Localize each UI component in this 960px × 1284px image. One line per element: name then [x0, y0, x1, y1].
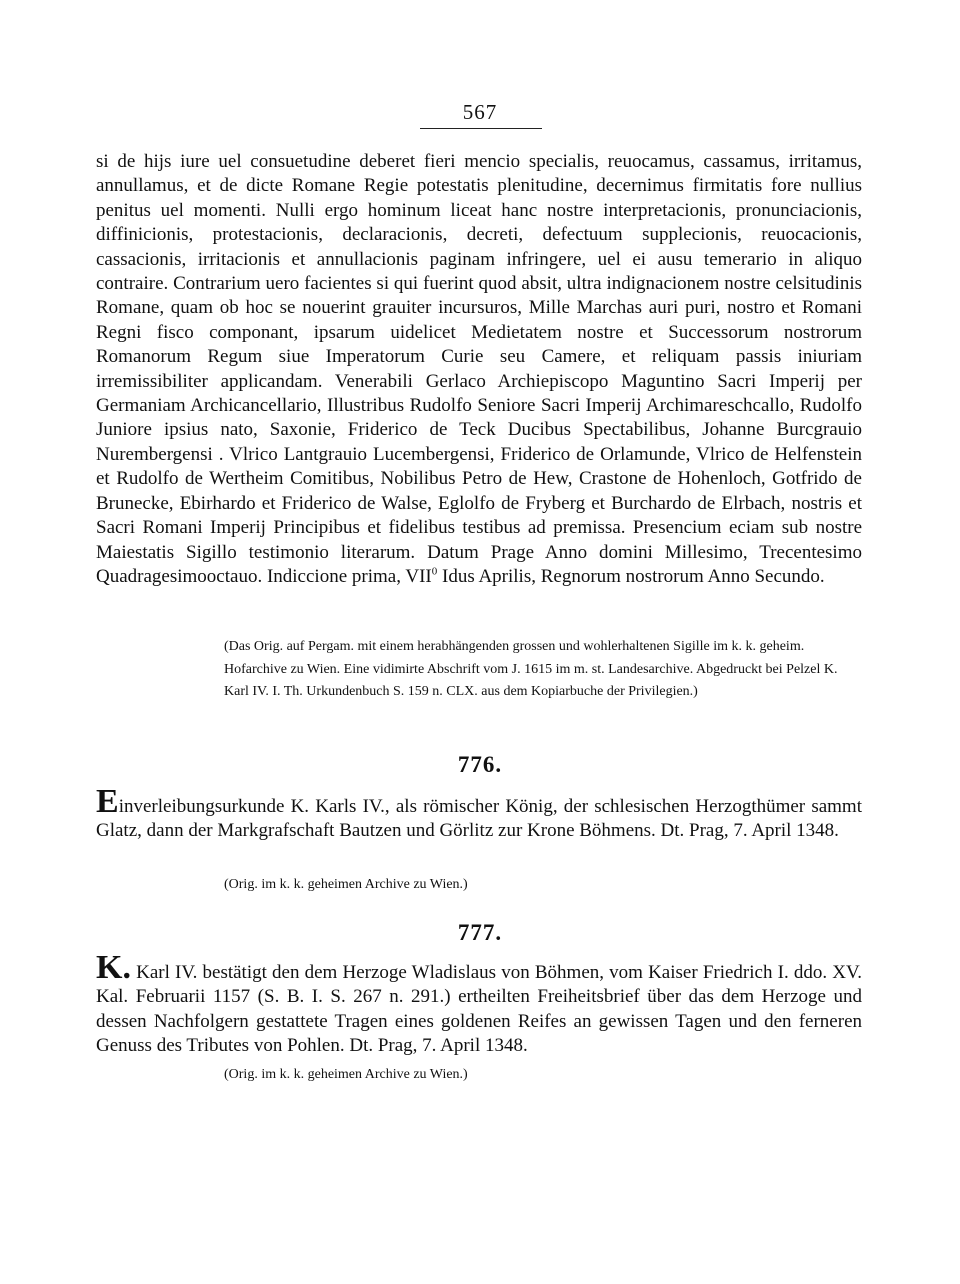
charter-text	[96, 150, 862, 589]
document-777-paragraph	[96, 949, 862, 1059]
source-note-777: (Orig. im k. k. geheimen Archive zu Wien.)	[224, 1067, 468, 1082]
charter-date-superscript: 0	[431, 565, 438, 578]
initial-letter: K.	[96, 949, 131, 986]
charter-paragraph	[96, 150, 862, 589]
document-776-paragraph	[96, 783, 862, 844]
charter-body: si de hijs iure uel consuetudine deberet fieri mencio specialis, reuocamus, cassamus, irritamus, annullamus, et de dicte Romane Regie potestatis plenitudine, decernimus firmitatis fore nullius penitus uel momenti. Nulli ergo hominum liceat hanc nostre interpretacionis, pronunciacionis, diffinicionis, protestacionis, declaracionis, decreti, defectuum supplecionis, reuocacionis, cassacionis, irritacionis et annullacionis paginam infringere, uel ei ausu temerario in aliquo contraire. Contrarium uero facientes si qui fuerint quod absit, ultra indignacionem nostre celsitudinis Romane, quam ob hoc se nouerint grauiter incursuros, Mille Marchas auri puri, nostro et Romani Regni fisco componant, ipsarum uidelicet Medietatem nostre et Successorum nostrorum Romanorum Regum siue Imperatorum Curie seu Camere, et reliquam passis iniuriam irremissibiliter applicandam. Venerabili Gerlaco Archiepiscopo Maguntino Sacri Imperij per Germaniam Archicancellario, Illustribus Rudolfo Seniore Sacri Imperij Archimareschcallo, Rudolfo Juniore ipsius nato, Saxonie, Friderico de Teck Ducibus Spectabilibus, Johanne Burcgrauio Nurembergensi . Vlrico Lantgrauio Lucembergensi, Friderico de Orlamunde, Vlrico de Helfenstein et Rudolfo de Wertheim Comitibus, Nobilibus Petro de Hew, Crastone de Hohenloch, Gotfrido de Brunecke, Ebirhardo et Friderico de Walse, Eglolfo de Fryberg et Burchardo de Elrbach, nostris et Sacri Romani Imperij Principibus et fidelibus testibus ad premissa. Presencium eciam sub nostre Maiestatis Sigillo testimonio literarum. Datum Prage Anno domini Millesimo, Trecentesimo Quadragesimooctauo. Indiccione prima,	[96, 151, 862, 587]
document-number-776: 776.	[457, 752, 503, 777]
document-776-text: inverleibungsurkunde K. Karls IV., als römischer König, der schlesischen Herzogthümer sammt Glatz, dann der Markgrafschaft Bautzen und Görlitz zur Krone Böhmens. Dt. Prag, 7. April 1348.	[96, 796, 862, 842]
document-number-777: 777.	[457, 920, 503, 945]
source-note-775: (Das Orig. auf Pergam. mit einem herabhängenden grossen und wohlerhaltenen Sigille im k. k. geheim. Hofarchive zu Wien. Eine vidimirte Abschrift vom J. 1615 im m. st. Landesarchive. Abgedruckt bei Pelzel K. Karl IV. I. Th. Urkundenbuch S. 159 n. CLX. aus dem Kopiarbuche der Privilegien.)	[224, 639, 838, 700]
source-note-776: (Orig. im k. k. geheimen Archive zu Wien.)	[224, 877, 468, 892]
page-number: 567	[462, 100, 498, 124]
charter-ending: Idus Aprilis, Regnorum nostrorum Anno Secundo.	[442, 565, 825, 587]
document-777-summary	[96, 949, 862, 1059]
header-rule	[420, 128, 542, 129]
document-777-text: Karl IV. bestätigt den dem Herzoge Wladislaus von Böhmen, vom Kaiser Friedrich I. ddo. XV. Kal. Februarii 1157 (S. B. I. S. 267 n. 291.) ertheilten Freiheitsbrief über das dem Herzoge und dessen Nachfolgern gestattete Tragen eines goldenen Reifes an gewissen Tagen und den ferneren Genuss des Tributes von Pohlen. Dt. Prag, 7. April 1348.	[96, 962, 862, 1057]
initial-letter: E	[96, 783, 119, 820]
document-776-summary	[96, 783, 862, 844]
charter-date-roman: VII	[405, 565, 432, 587]
